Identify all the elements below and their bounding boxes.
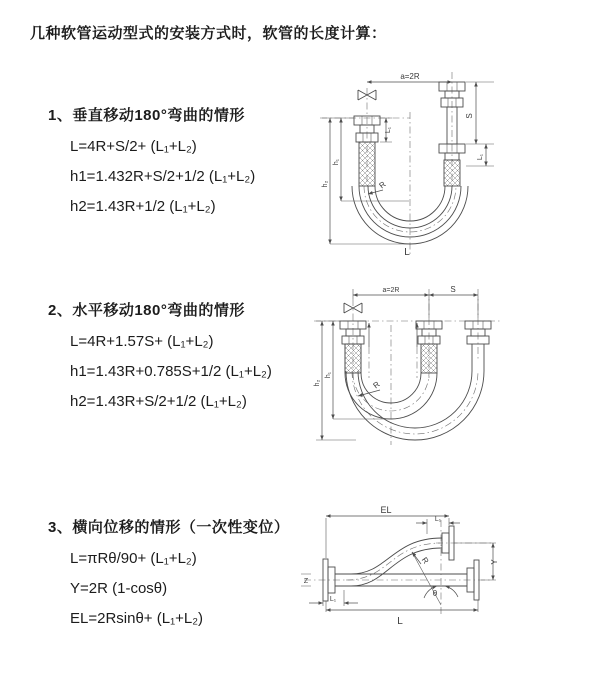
diagram-vertical-180-svg: [310, 68, 590, 260]
formula-2-l: L=4R+1.57S+ (L₁+L₂): [70, 333, 214, 350]
centerlines: [314, 289, 501, 445]
centerlines: [320, 72, 456, 254]
section-2-heading: 2、水平移动180°弯曲的情形: [48, 302, 245, 319]
page-title: 几种软管运动型式的安装方式时，软管的长度计算：: [30, 25, 387, 42]
radius-label: R: [377, 179, 388, 191]
dim-label-s: S: [450, 285, 456, 294]
braided-hose-section: [359, 142, 375, 186]
diagram-horizontal-180: [306, 283, 598, 463]
dim-label-s: S: [465, 113, 474, 119]
hose-s-curve: [351, 538, 442, 586]
formula-3-el: EL=2Rsinθ+ (L₁+L₂): [70, 610, 204, 627]
section-2-text: [48, 299, 272, 417]
left-riser-fitting: [354, 116, 380, 186]
dim-label-h2: h₂: [314, 379, 321, 387]
dimensions: [322, 72, 494, 258]
length-label: L: [397, 616, 403, 627]
diagram-lateral-displacement-svg: [296, 502, 599, 644]
dim-label-h2: h₂: [322, 180, 329, 188]
hose-u-bend-positions: [345, 344, 484, 440]
formula-3-l: L=πRθ/90+ (L₁+L₂): [70, 550, 197, 567]
dimensions: [301, 505, 499, 627]
middle-riser-fitting: [416, 321, 442, 373]
formula-2-h1: h1=1.43R+0.785S+1/2 (L₁+L₂): [70, 363, 272, 380]
braided-hose-section: [421, 344, 437, 373]
length-label: L: [404, 247, 410, 258]
formula-1-h1: h1=1.432R+S/2+1/2 (L₁+L₂): [70, 168, 256, 185]
diagram-vertical-180: [310, 68, 590, 260]
section-1-text: [48, 104, 255, 222]
dim-label-l1-right: L₁: [434, 516, 442, 523]
dim-label-el: EL: [380, 505, 392, 515]
braided-hose-section: [345, 344, 361, 373]
radius-label: R: [371, 379, 382, 391]
axis-mark: Z: [303, 578, 309, 585]
section-1-heading: 1、垂直移动180°弯曲的情形: [48, 107, 245, 124]
section-3-heading: 3、横向位移的情形（一次性变位）: [48, 519, 290, 536]
dimensions: [314, 285, 478, 440]
formula-3-y: Y=2R (1-cosθ): [70, 580, 168, 597]
left-riser-fitting: [340, 321, 366, 373]
dim-label-a2r: a=2R: [382, 287, 400, 294]
radius-label: R: [419, 555, 431, 566]
dim-label-l1-left: L₁: [329, 596, 337, 603]
dim-label-l1-riser: L₁: [385, 126, 392, 134]
dim-label-a2r: a=2R: [400, 72, 420, 81]
formula-1-h2: h2=1.43R+1/2 (L₁+L₂): [70, 198, 216, 215]
diagram-lateral-displacement: [296, 502, 599, 644]
section-3-text: [48, 516, 289, 634]
diagram-horizontal-180-svg: [306, 283, 598, 463]
braided-hose-section: [444, 160, 460, 186]
dim-label-h1: h₁: [325, 371, 332, 379]
dim-label-h1: h₁: [333, 158, 340, 166]
angle-label: θ: [432, 589, 438, 598]
formula-2-h2: h2=1.43R+S/2+1/2 (L₁+L₂): [70, 393, 247, 410]
dim-label-l1-right: L₁: [477, 153, 484, 161]
dim-label-y: Y: [490, 559, 499, 565]
formula-1-l: L=4R+S/2+ (L₁+L₂): [70, 138, 197, 155]
